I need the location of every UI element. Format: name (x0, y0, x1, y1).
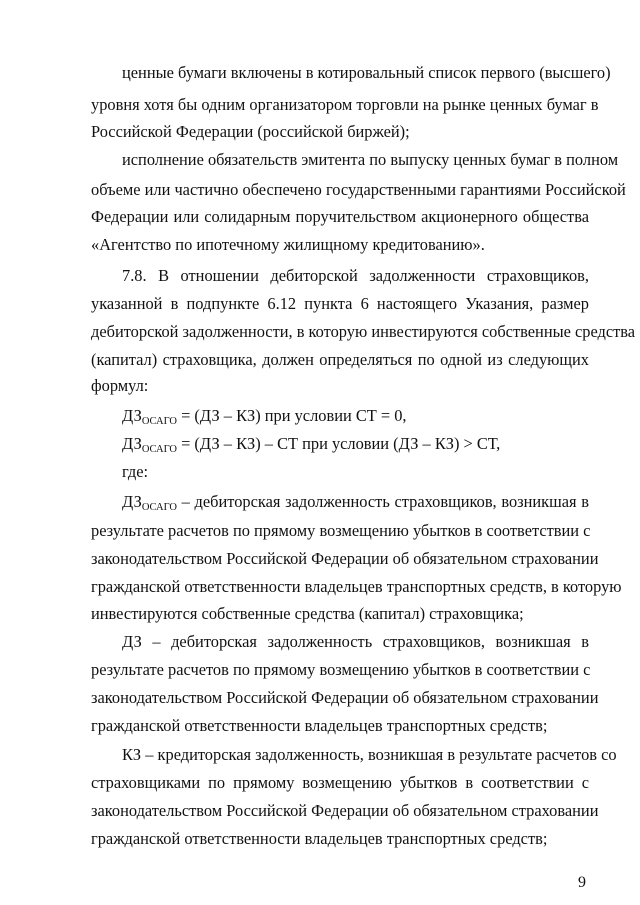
p3-line-1: 7.8. В отношении дебиторской задолженности страховщиков, (122, 266, 589, 285)
page-number: 9 (578, 874, 586, 891)
p5-line-3: законодательством Российской Федерации об обязательном страховании (91, 688, 599, 707)
p2-line-4: «Агентство по ипотечному жилищному кредитованию». (91, 235, 485, 254)
p4-definition-start: – дебиторская задолженность страховщиков, возникшая в (176, 492, 589, 511)
p4-term-subscript: ОСАГО (141, 502, 177, 513)
p5-line-2: результате расчетов по прямому возмещению убытков в соответствии с (91, 660, 591, 679)
formula-2-lhs: ДЗ (122, 434, 142, 453)
p4-line-1 (91, 492, 589, 512)
formula-2 (91, 434, 589, 454)
p3-line-4: (капитал) страховщика, должен определяться по одной из следующих (91, 350, 589, 369)
p2-line-2: объеме или частично обеспечено государственными гарантиями Российской (91, 180, 626, 199)
p1-line-2: уровня хотя бы одним организатором торговли на рынке ценных бумаг в (91, 95, 599, 114)
formula-1-lhs: ДЗ (122, 406, 142, 425)
p4-line-3: законодательством Российской Федерации об обязательном страховании (91, 549, 599, 568)
formula-1-rhs: = (ДЗ – КЗ) при условии СТ = 0, (176, 406, 407, 425)
where-label: где: (122, 462, 149, 481)
p3-line-2: указанной в подпункте 6.12 пункта 6 настоящего Указания, размер (91, 294, 589, 313)
p4-term: ДЗ (122, 492, 142, 511)
p3-line-3: дебиторской задолженности, в которую инвестируются собственные средства (91, 322, 636, 341)
formula-2-rhs: = (ДЗ – КЗ) – СТ при условии (ДЗ – КЗ) > СТ, (176, 434, 501, 453)
p1-line-3: Российской Федерации (российской биржей); (91, 122, 410, 141)
p6-line-2: страховщиками по прямому возмещению убытков в соответствии с (91, 773, 589, 792)
p5-line-4: гражданской ответственности владельцев транспортных средств; (91, 716, 548, 735)
formula-2-subscript: ОСАГО (141, 444, 177, 455)
document-page (91, 0, 636, 905)
p4-line-5: инвестируются собственные средства (капитал) страховщика; (91, 604, 524, 623)
p6-line-4: гражданской ответственности владельцев транспортных средств; (91, 829, 548, 848)
p6-line-3: законодательством Российской Федерации об обязательном страховании (91, 801, 599, 820)
p6-line-1: КЗ – кредиторская задолженность, возникшая в результате расчетов со (122, 745, 617, 764)
formula-1-subscript: ОСАГО (141, 416, 177, 427)
p4-line-4: гражданской ответственности владельцев транспортных средств, в которую (91, 577, 622, 596)
formula-1 (91, 406, 589, 426)
p2-line-3: Федерации или солидарным поручительством акционерного общества (91, 207, 589, 226)
p5-line-1: ДЗ – дебиторская задолженность страховщиков, возникшая в (122, 632, 589, 651)
p3-line-5: формул: (91, 376, 149, 395)
p4-line-2: результате расчетов по прямому возмещению убытков в соответствии с (91, 521, 591, 540)
p2-line-1: исполнение обязательств эмитента по выпуску ценных бумаг в полном (122, 150, 619, 169)
p1-line-1: ценные бумаги включены в котировальный список первого (высшего) (122, 63, 611, 82)
